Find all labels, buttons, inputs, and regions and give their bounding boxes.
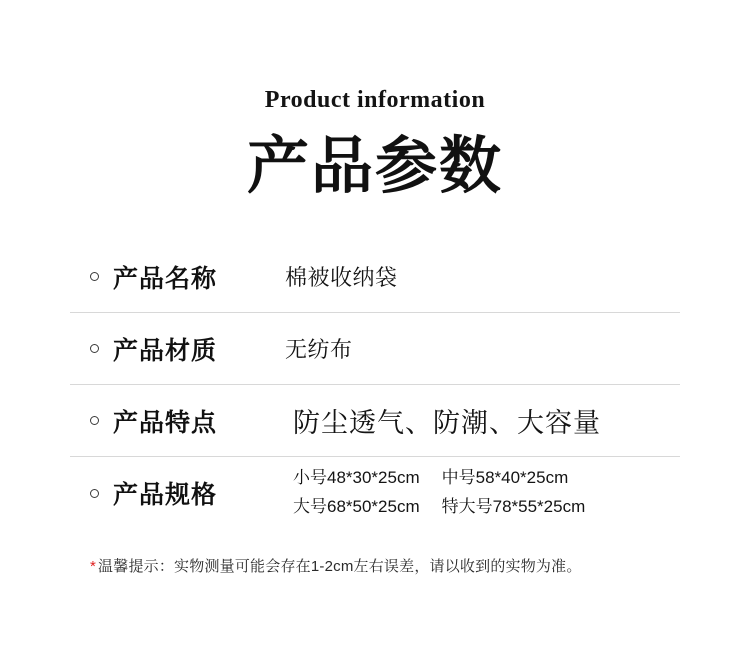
page-title-en: Product information [264,87,486,113]
spec-table [70,241,680,529]
size-item: 中号58*40*25cm [441,468,569,488]
page-header [0,0,750,199]
spec-value: 无纺布 [285,337,353,363]
size-item: 小号48*30*25cm [293,468,420,488]
page-title-cn: 产品参数 [246,132,503,201]
spec-value: 防尘透气、防潮、大容量 [293,408,601,439]
circle-bullet-icon [90,489,99,498]
spec-label: 产品材质 [113,336,218,365]
circle-bullet-icon [90,272,99,281]
asterisk-icon: * [90,558,97,576]
table-row [70,241,680,313]
disclaimer-text: 温馨提示：实物测量可能会存在1-2cm左右误差，请以收到的实物为准。 [98,558,582,576]
circle-bullet-icon [90,344,99,353]
spec-label: 产品规格 [113,481,218,510]
spec-label-cell [70,259,285,295]
size-item: 特大号78*55*25cm [441,497,586,517]
disclaimer-note [70,555,680,576]
table-row [70,313,680,385]
spec-label: 产品特点 [113,408,218,437]
size-item: 大号68*50*25cm [293,497,420,517]
spec-label-cell [70,403,285,439]
spec-value: 棉被收纳袋 [285,265,398,291]
size-line [293,496,585,519]
table-row [70,385,680,457]
spec-size-list [285,467,585,519]
spec-label-cell [70,475,285,511]
size-line [293,467,585,490]
spec-label-cell [70,331,285,367]
spec-label: 产品名称 [113,264,218,293]
circle-bullet-icon [90,416,99,425]
table-row [70,457,680,529]
